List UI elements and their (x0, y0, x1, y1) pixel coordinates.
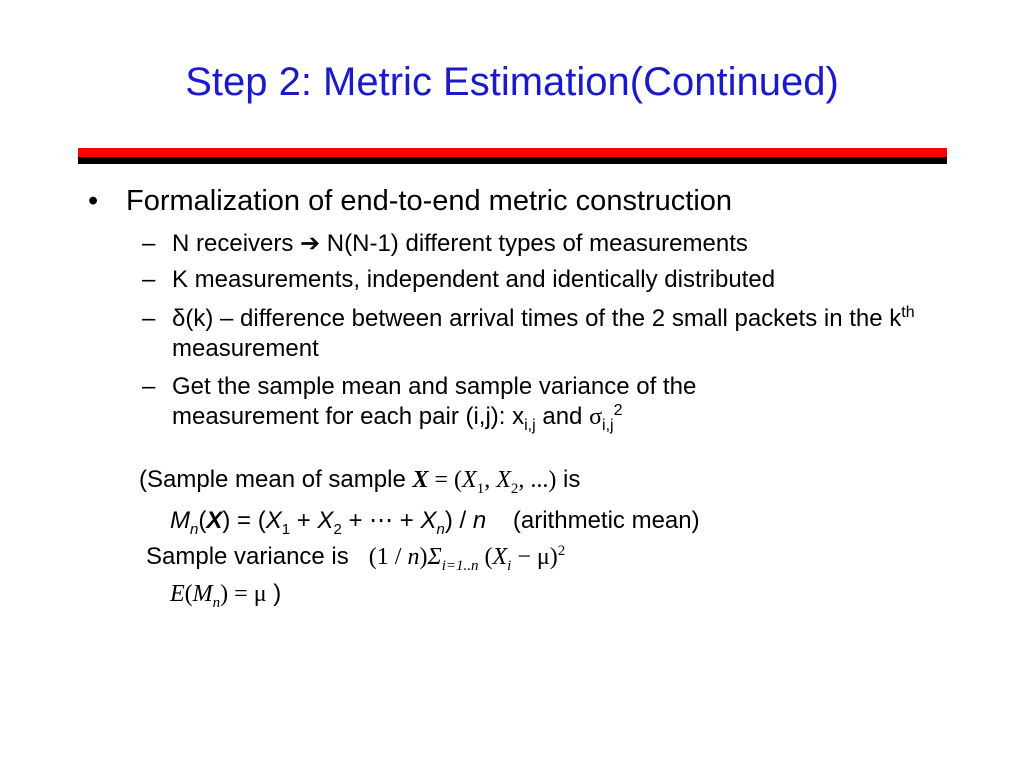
sigma-symbol: σ (589, 404, 603, 430)
subbullet-text: Get the sample mean and sample variance of the measurement for each pair (i,j): $x_{i,j}$ and $\sigma_{i,j}^2$ (172, 373, 697, 434)
title-rule-black (78, 157, 947, 164)
bullet-marker: • (88, 185, 99, 217)
dash-marker: – (142, 230, 156, 257)
expectation-formula: $E(M_n) = \mu$ ) (170, 580, 282, 611)
sample-variance-formula: Sample variance is $(1 / n)\Sigma_{i=1..n}$ $(X_i - \mu)^2$ (146, 543, 566, 574)
title-rule-red (78, 148, 947, 157)
dash-marker: – (142, 305, 156, 332)
subbullet-text: N receivers ➔ N(N-1) different types of measurements (172, 230, 748, 257)
sigma-sum-symbol: Σ (427, 544, 442, 570)
subbullet-text: δ(k) – difference between arrival times of the 2 small packets in the $k^{th}$ measurement (172, 304, 915, 362)
sample-mean-definition: (Sample mean of sample $X = (X_1$, $X_2$, ...) is (139, 466, 581, 497)
arithmetic-mean-formula: $M_n(X) = (X_1 + X_2$ + ⋯ + $X_n$) / n (arithmetic mean) (170, 507, 700, 538)
dash-marker: – (142, 266, 156, 293)
right-arrow-icon: ➔ (300, 230, 321, 257)
dash-marker: – (142, 373, 156, 400)
slide-title: Step 2: Metric Estimation(Continued) (185, 60, 839, 104)
ellipsis-symbol: ⋯ (369, 507, 394, 534)
subbullet-text: K measurements, independent and identically distributed (172, 266, 776, 293)
main-bullet-text: Formalization of end-to-end metric construction (126, 185, 733, 217)
